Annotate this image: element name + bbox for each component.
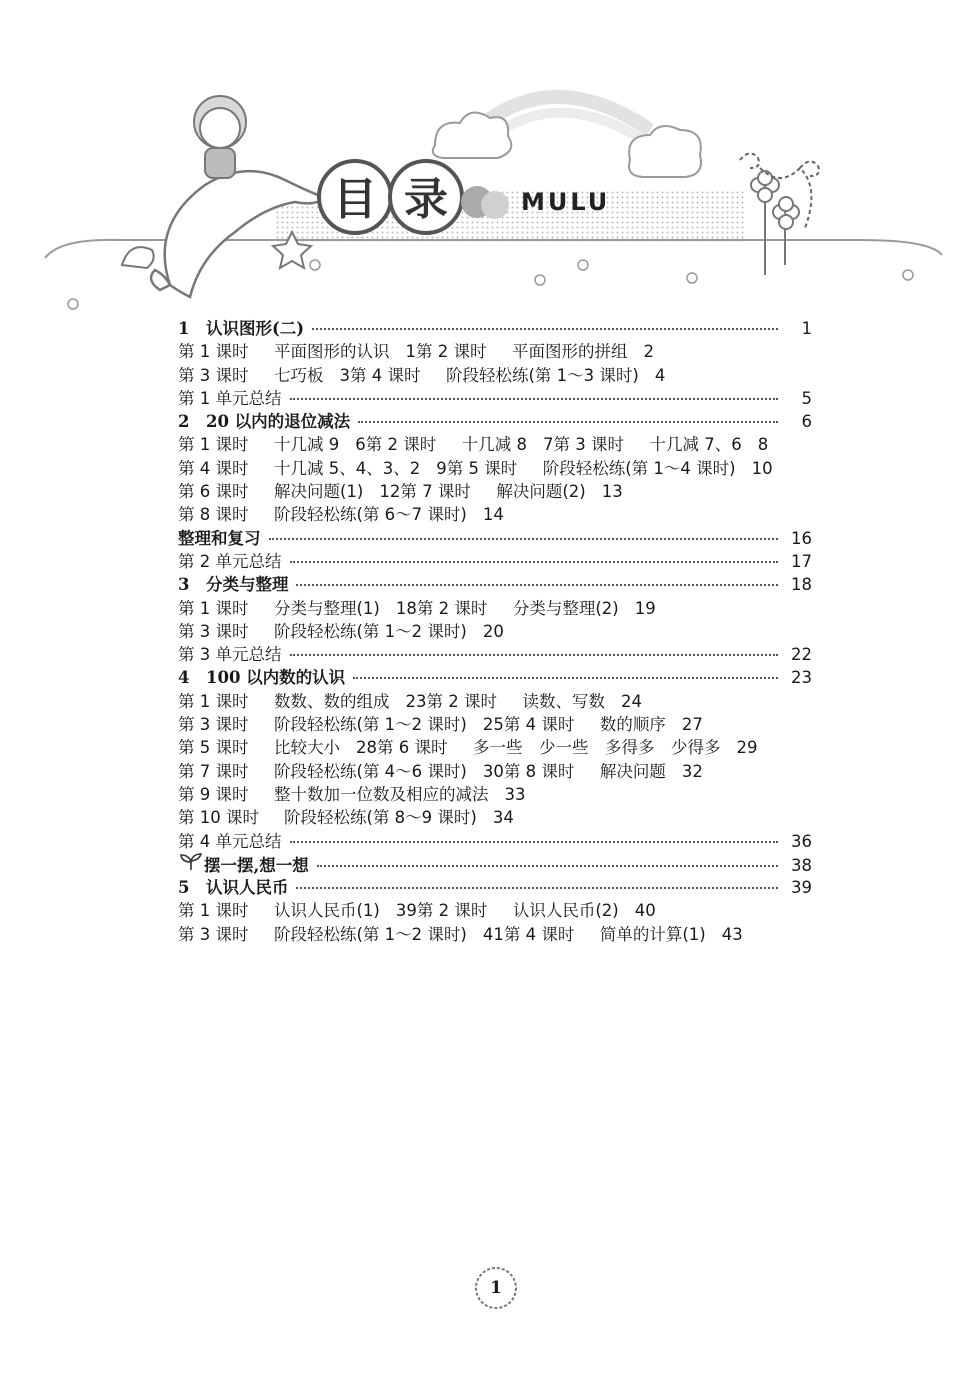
toc-lesson-number: 第 1 课时	[178, 691, 249, 711]
toc-entry[interactable]	[178, 387, 812, 410]
toc-title: 十几减 8	[461, 435, 527, 455]
toc-page-number: 5	[801, 388, 812, 408]
toc-page-number: 30	[482, 761, 504, 781]
toc-page-number: 41	[482, 924, 504, 944]
toc-lesson-number: 第 3 课时	[178, 365, 249, 385]
toc-title: 比较大小	[274, 738, 340, 758]
toc-title: 多一些 少一些 多得多 少得多	[473, 738, 721, 758]
toc-page-number: 8	[757, 435, 769, 455]
toc-lesson-number: 第 3 课时	[178, 924, 249, 944]
toc-page-number: 19	[634, 598, 656, 618]
toc-title: 平面图形的认识	[274, 342, 390, 362]
cloud-icon-left	[433, 113, 512, 158]
toc-page-number: 7	[543, 435, 554, 455]
toc-title: 阶段轻松练(第 6～7 课时)	[274, 505, 467, 525]
toc-lesson-entry[interactable]	[178, 760, 504, 783]
toc-lesson-entry[interactable]	[178, 736, 377, 759]
table-of-contents	[178, 317, 812, 946]
toc-lesson-entry[interactable]	[178, 620, 504, 643]
toc-title: 解决问题	[599, 761, 666, 781]
toc-lesson-entry[interactable]	[178, 713, 504, 736]
toc-lesson-number: 第 10 课时	[178, 808, 259, 828]
toc-page-number: 29	[736, 738, 758, 758]
toc-page-number: 6	[355, 435, 366, 455]
toc-lesson-entry[interactable]	[350, 364, 665, 387]
toc-lesson-entry[interactable]	[178, 923, 504, 946]
toc-lesson-number: 第 1 课时	[178, 598, 249, 618]
dot-leader	[290, 561, 779, 563]
toc-page-number: 17	[791, 551, 812, 571]
dot-leader	[312, 328, 778, 330]
toc-chapter-entry[interactable]	[178, 666, 812, 689]
toc-lesson-entry[interactable]	[178, 480, 400, 503]
toc-lesson-number: 第 2 课时	[426, 691, 497, 711]
toc-lesson-entry[interactable]	[504, 923, 743, 946]
toc-title: 整理和复习	[178, 528, 261, 548]
toc-entry[interactable]	[178, 550, 812, 573]
toc-page-number: 4	[654, 365, 666, 385]
toc-page-number: 23	[405, 691, 427, 711]
toc-chapter-entry[interactable]	[178, 573, 812, 596]
toc-page-number: 32	[681, 761, 703, 781]
toc-page-number: 2	[643, 342, 654, 362]
title-char-1: 目	[333, 174, 377, 225]
dot-leader	[296, 887, 778, 889]
toc-page-number: 9	[436, 458, 447, 478]
shell-icon	[122, 247, 154, 268]
toc-lesson-entry[interactable]	[417, 899, 656, 922]
toc-chapter-entry[interactable]	[178, 317, 812, 340]
toc-page-number: 39	[791, 878, 812, 898]
toc-title: 第 1 单元总结	[178, 388, 282, 408]
toc-lesson-number: 第 2 课时	[365, 435, 437, 455]
toc-title: 数的顺序	[599, 715, 666, 735]
page-number-badge	[473, 1265, 519, 1311]
dot-leader	[290, 654, 779, 656]
toc-lesson-entry[interactable]	[554, 433, 769, 456]
dot-leader	[290, 841, 779, 843]
toc-lesson-entry[interactable]	[178, 340, 416, 363]
toc-lesson-number: 第 5 课时	[446, 458, 518, 478]
toc-lesson-number: 第 4 课时	[178, 458, 249, 478]
toc-lesson-number: 第 7 课时	[178, 761, 249, 781]
toc-title: 第 4 单元总结	[178, 831, 282, 851]
toc-title: 解决问题(2)	[496, 482, 586, 502]
toc-page-number: 6	[801, 412, 812, 432]
toc-lesson-entry[interactable]	[178, 806, 514, 829]
toc-title: 第 2 单元总结	[178, 551, 282, 571]
toc-lesson-entry[interactable]	[178, 433, 366, 456]
toc-title: 分类与整理(1)	[274, 598, 380, 618]
toc-title: 数数、数的组成	[274, 691, 390, 711]
toc-lesson-number: 第 4 课时	[503, 715, 575, 735]
toc-lesson-number: 第 2 课时	[416, 901, 488, 921]
toc-lesson-entry[interactable]	[178, 364, 350, 387]
toc-lesson-number: 第 3 课时	[553, 435, 624, 455]
toc-page-number: 16	[791, 528, 812, 548]
toc-lesson-number: 第 8 课时	[178, 505, 249, 525]
toc-page-number: 18	[791, 575, 812, 595]
toc-entry[interactable]	[178, 853, 812, 876]
toc-title: 1 认识图形(二)	[178, 319, 305, 338]
toc-lesson-entry[interactable]	[178, 597, 417, 620]
toc-lesson-number: 第 2 课时	[416, 598, 488, 618]
toc-lesson-entry[interactable]	[366, 433, 554, 456]
toc-page-number: 25	[482, 715, 504, 735]
toc-title: 分类与整理(2)	[512, 598, 619, 618]
toc-lesson-entry[interactable]	[416, 340, 654, 363]
toc-lesson-number: 第 8 课时	[503, 761, 575, 781]
toc-page-number: 22	[791, 645, 812, 665]
toc-title: 解决问题(1)	[274, 482, 364, 502]
dot-leader	[269, 538, 779, 540]
toc-page-number: 27	[681, 715, 703, 735]
toc-title: 十几减 7、6	[649, 435, 742, 455]
toc-page-number: 10	[751, 458, 773, 478]
toc-title: 十几减 9	[274, 435, 340, 455]
toc-title: 整十数加一位数及相应的减法	[274, 784, 489, 804]
toc-title: 阶段轻松练(第 1～2 课时)	[274, 621, 467, 641]
toc-lesson-number: 第 4 课时	[350, 365, 421, 385]
toc-lesson-number: 第 1 课时	[178, 901, 249, 921]
toc-page-number: 33	[504, 784, 526, 804]
toc-lesson-entry[interactable]	[427, 690, 643, 713]
title-char-2: 录	[404, 174, 448, 225]
toc-page-number: 18	[395, 598, 417, 618]
toc-lesson-entry[interactable]	[178, 457, 447, 480]
toc-page-number: 3	[339, 365, 350, 385]
toc-title: 阶段轻松练(第 1～3 课时)	[446, 365, 639, 385]
toc-page-number: 13	[601, 482, 623, 502]
toc-page-number: 43	[721, 924, 743, 944]
toc-lesson-entry[interactable]	[447, 457, 773, 480]
toc-lesson-entry[interactable]	[178, 690, 427, 713]
toc-title: 阶段轻松练(第 8～9 课时)	[284, 808, 477, 828]
toc-entry[interactable]	[178, 527, 812, 550]
toc-title: 摆一摆,想一想	[204, 855, 309, 875]
toc-lesson-number: 第 6 课时	[178, 482, 249, 502]
dot-leader	[317, 865, 778, 867]
toc-title: 5 认识人民币	[178, 878, 289, 898]
toc-entry[interactable]	[178, 830, 812, 853]
toc-title: 阶段轻松练(第 1～2 课时)	[274, 715, 467, 735]
toc-title: 认识人民币(2)	[512, 901, 619, 921]
toc-title: 阶段轻松练(第 1～2 课时)	[274, 924, 467, 944]
toc-lesson-number: 第 4 课时	[503, 924, 575, 944]
toc-title: 阶段轻松练(第 4～6 课时)	[274, 761, 467, 781]
toc-lesson-entry[interactable]	[178, 899, 417, 922]
toc-lesson-number: 第 2 课时	[416, 342, 487, 362]
toc-lesson-number: 第 6 课时	[377, 738, 448, 758]
toc-title: 七巧板	[274, 365, 324, 385]
toc-page-number: 14	[482, 505, 504, 525]
toc-page-number: 12	[379, 482, 401, 502]
toc-page-number: 20	[482, 621, 504, 641]
toc-title: 4 100 以内数的认识	[178, 668, 346, 688]
toc-page-number: 34	[492, 808, 514, 828]
toc-page-number: 28	[356, 738, 377, 758]
header-illustration	[0, 0, 979, 310]
toc-title: 简单的计算(1)	[599, 924, 706, 944]
toc-lesson-entry[interactable]	[417, 597, 656, 620]
flower-icon	[751, 171, 799, 275]
toc-lesson-number: 第 7 课时	[400, 482, 471, 502]
toc-lesson-number: 第 5 课时	[178, 738, 249, 758]
toc-title: 十几减 5、4、3、2	[274, 458, 421, 478]
toc-page-number: 39	[395, 901, 417, 921]
toc-page-number: 24	[621, 691, 642, 711]
toc-lesson-entry[interactable]	[178, 503, 504, 526]
toc-title: 阶段轻松练(第 1～4 课时)	[542, 458, 736, 478]
toc-lesson-number: 第 9 课时	[178, 784, 249, 804]
toc-title: 2 20 以内的退位减法	[178, 412, 351, 432]
page-number: 1	[490, 1278, 502, 1298]
toc-lesson-number: 第 3 课时	[178, 715, 249, 735]
toc-page-number: 23	[791, 668, 812, 688]
toc-lesson-number: 第 3 课时	[178, 621, 249, 641]
toc-title: 平面图形的拼组	[512, 342, 628, 362]
title-pinyin: MULU	[521, 188, 611, 216]
toc-lesson-entry[interactable]	[504, 713, 703, 736]
toc-title: 认识人民币(1)	[274, 901, 380, 921]
sprout-icon	[178, 853, 204, 871]
toc-title: 读数、写数	[522, 691, 605, 711]
toc-page-number: 1	[801, 319, 812, 338]
toc-chapter-entry[interactable]	[178, 876, 812, 899]
toc-lesson-entry[interactable]	[178, 783, 526, 806]
toc-lesson-number: 第 1 课时	[178, 435, 249, 455]
dot-leader	[296, 584, 778, 586]
toc-page-number: 1	[405, 342, 416, 362]
toc-title: 3 分类与整理	[178, 575, 289, 595]
toc-title: 第 3 单元总结	[178, 645, 282, 665]
dot-leader	[353, 677, 778, 679]
toc-lesson-entry[interactable]	[400, 480, 622, 503]
girl-icon	[194, 96, 246, 178]
toc-chapter-entry[interactable]	[178, 410, 812, 433]
toc-page-number: 36	[791, 831, 812, 851]
dot-leader	[358, 421, 778, 423]
toc-page-number: 40	[634, 901, 656, 921]
toc-lesson-entry[interactable]	[377, 736, 758, 759]
dot-leader	[290, 398, 779, 400]
toc-entry[interactable]	[178, 643, 812, 666]
toc-page-number: 38	[791, 855, 812, 875]
toc-lesson-number: 第 1 课时	[178, 342, 249, 362]
toc-lesson-entry[interactable]	[504, 760, 703, 783]
